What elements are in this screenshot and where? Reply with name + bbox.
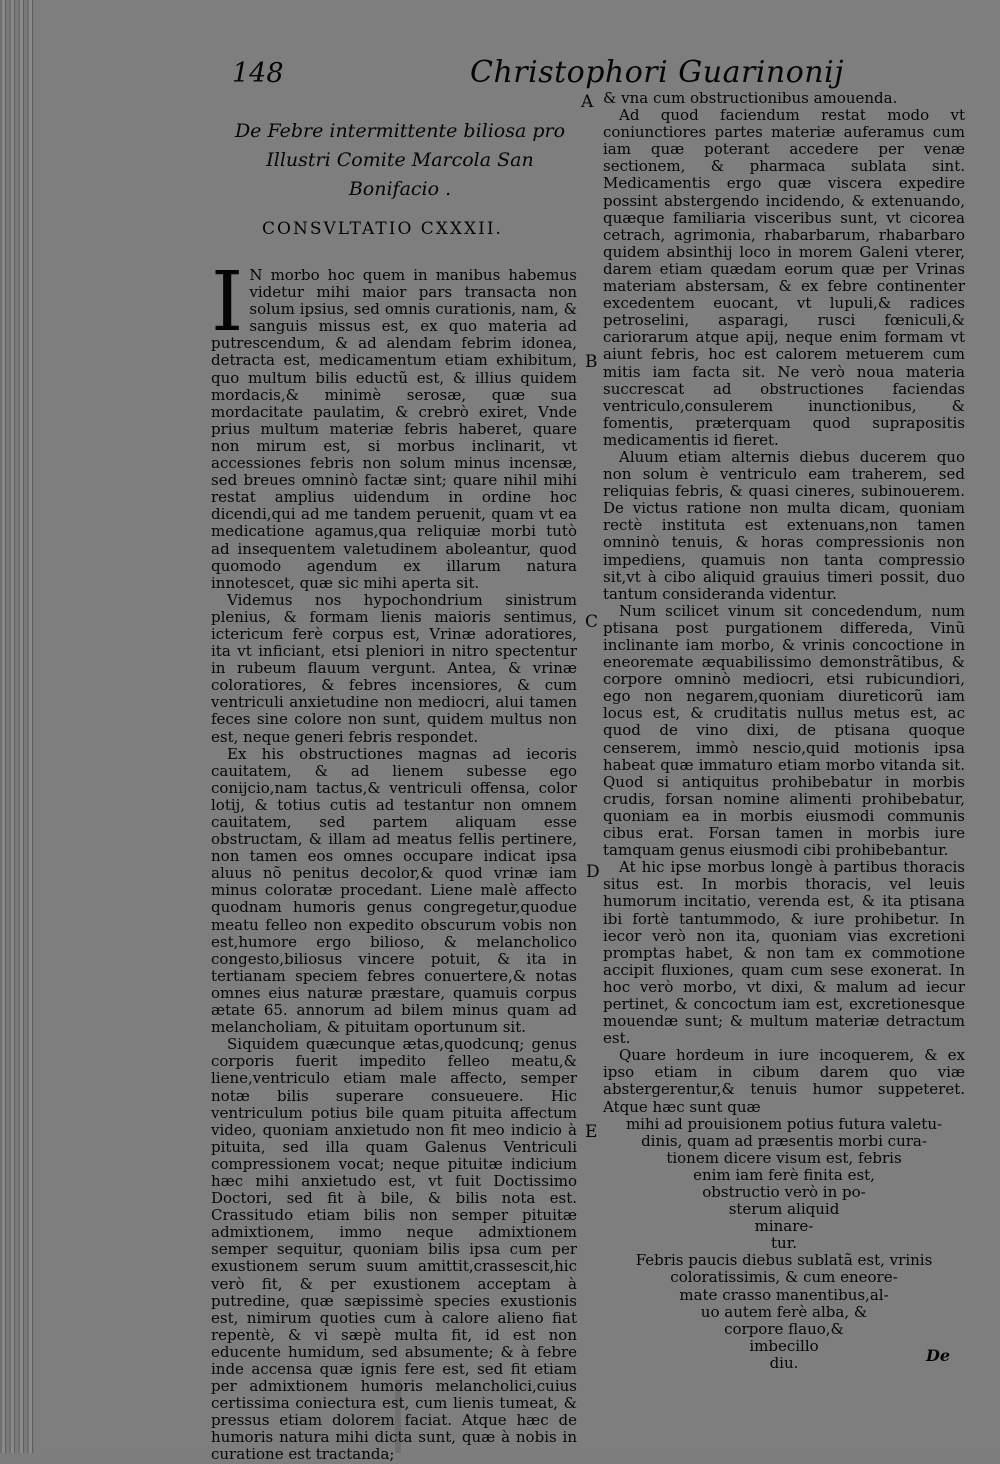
tapered-line: Febris paucis diebus sublatã est, vrinis — [635, 1251, 933, 1270]
paragraph-text: N morbo hoc quem in manibus habemus videtur mihi maior pars transacta non solum ipsius, sed omnis curationis, nam, & sanguis missus est, ex quo materia ad putrescendum, & ad alendam febrim idonea, detracta est, medicamentum etiam exhibitum, quo multum bilis eductũ est, & illius quidem mordacis,& minimè serosæ, quæ sua mordacitate paulatim, & crebrò exiret, Vnde prius multum materiæ febris haberet, quare non mirum est, si morbus inclinarit, vt accessiones febris non solum minus incensæ, sed breues omninò factæ sint; quare nihil mihi restat amplius uidendum in ordine hoc dicendi,qui ad me tandem peruenit, quam vt ea medicatione agamus,qua reliquiæ morbi tutò ad insequentem valetudinem aboleantur, quod quomodo agendum ex illarum natura innotescet, quæ sic mihi aperta sit. — [211, 266, 577, 592]
tapered-line: minare- — [754, 1217, 814, 1236]
tapered-line: mate crasso manentibus,al- — [679, 1285, 889, 1304]
paragraph: At hic ipse morbus longè à partibus thoracis situs est. In morbis thoracis, vel leuis humorum incitatio, verenda est, & ita ptisana ibi fortè tantummodo, & iure prohibetur. In iecor verò non ita, quoniam vias excretioni promptas habet, & non tam ex commotione accipit fluxiones, quam cum sese exonerat. In hoc verò morbo, vt dixi, & malum ad iecur pertinet, & concoctum iam est, excretionesque mouendæ sunt; & multum materiæ detractum est. — [603, 858, 965, 1048]
tapered-line: tionem dicere visum est, febris — [666, 1148, 902, 1167]
margin-marker-b: B — [585, 352, 598, 372]
paragraph: Ex his obstructiones magnas ad iecoris cauitatem, & ad lienem subesse ego conijcio,nam tactus,& ventriculi offensa, color lotij, & totius cutis ad testantur non omnem cauitatem, sed partem aliquam esse obstructam, & illam ad meatus fellis pertinere, non tamen eos omnes occupare indicat ipsa aluus nõ penitus decolor,& quod vrinæ iam minus coloratæ procedant. Liene malè affecto quodnam humoris genus congregetur,quodue meatu felleo non expedito obscurum vobis non est,humore ergo bilioso, & melancholico congesto,biliosus vincere potuit, & ita in tertianam speciem febres conuertere,& notas omnes eius naturæ præstare, quamuis corpus ætate 65. annorum ad bilem minus quam ad melancholiam, & pituitam oportunum sit. — [211, 744, 577, 1037]
tapered-line: dinis, quam ad præsentis morbi cura- — [641, 1131, 927, 1150]
paragraph: Num scilicet vinum sit concedendum, num ptisana post purgationem differeda, Vinũ inclinante iam morbo, & vrinis concoctione in eneoremate æquabilissimo demonstrãtibus, & corpore omninò mediocri, etsi rubicundiori, ego non negarem,quoniam diureticorũ iam locus est, & cruditatis nullus metus est, ac quod de vino dixi, de ptisana quoque censerem, immò nescio,quid motionis ipsa habeat quæ immaturo etiam morbo vitanda sit. Quod si antiquitus prohibebatur in morbis crudis, forsan nomine alimenti prohibebatur, quoniam ea in morbis eiusmodi communis cibus erat. Forsan tamen in morbis iure tamquam genus eiusmodi cibi prohibebantur. — [603, 601, 965, 860]
tapered-line: mihi ad prouisionem potius futura valetu- — [625, 1114, 943, 1133]
tapered-line: diu. — [769, 1353, 799, 1372]
paragraph — [211, 255, 577, 592]
catchword: De — [926, 1346, 951, 1365]
tapered-line: coloratissimis, & cum eneore- — [670, 1268, 898, 1287]
tapered-line: imbecillo — [749, 1336, 819, 1355]
running-head: Christophori Guarinonij — [470, 55, 844, 90]
paragraph: & vna cum obstructionibus amouenda. — [603, 89, 898, 107]
page-number: 148 — [232, 58, 284, 89]
tapered-line: obstructio verò in po- — [702, 1183, 866, 1201]
binding-gutter — [0, 0, 34, 1453]
paragraph: Siquidem quæcunque ætas,quodcunq; genus corporis fuerit impedito felleo meatu,& liene,ventriculo etiam male affecto, semper notæ bilis superare consueuere. Hic ventriculum potius bile quam pituita affectum video, quoniam anxietudo non fit meo indicio à pituita, sed illa quam Galenus Ventriculi compressionem vocat; neque pituitæ indicium hæc mihi anxietudo est, vt fuit Doctissimo Doctori, sed fit à bile, & bilis nota est. Crassitudo etiam bilis non semper pituitæ admixtionem, immo neque admixtionem semper sequitur, quoniam bilis ipsa cum per exustionem serum suum amittit,crassescit,hic verò fit, & per exustionem acceptam à putredine, quæ sæpissimè species exustionis est, nimirum quoties cum à calore alieno fiat repentè, & vi sæpè multa fit, id est non educente humidum, sed absumente; & à febre inde accensa quæ ignis fere est, sed fit etiam per admixtionem humoris melancholici,cuius certissima coniectura est, cum lienis tumeat, & pressus etiam dolorem faciat. Atque hæc de humoris natura mihi dicta sunt, quæ à nobis in curatione est tractanda; — [211, 1035, 577, 1464]
tapered-line: enim iam ferè finita est, — [693, 1165, 875, 1184]
consultation-heading: CONSVLTATIO CXXXII. — [262, 219, 503, 239]
consultation-title — [210, 117, 590, 204]
paragraph: Quare hordeum in iure incoquerem, & ex ipso etiam in cibum darem quo viæ abstergerentur,& tenuis humor suppeteret. Atque hæc sunt quæ — [603, 1046, 965, 1116]
tapered-line: uo autem ferè alba, & — [700, 1302, 868, 1321]
tapered-line: sterum aliquid — [728, 1200, 840, 1219]
right-column — [603, 90, 965, 1372]
paragraph: Aluum etiam alternis diebus ducerem quo non solum è ventriculo eam traherem, sed reliquias febris, & quasi cineres, subinouerem. De victus ratione non multa dicam, quoniam rectè instituta est extenuans,non tamen omninò tenuis, & horas compressionis non impediens, quamuis non tanta compressio sit,vt à cibo aliquid grauius timeri possit, duo tantum consideranda videntur. — [603, 447, 965, 603]
drop-cap: I — [211, 255, 244, 350]
tapered-line: tur. — [771, 1234, 797, 1253]
title-line: Bonifacio . — [348, 178, 452, 200]
margin-marker-e: E — [585, 1122, 598, 1142]
tapered-line: corpore flauo,& — [724, 1319, 844, 1338]
margin-marker-c: C — [585, 612, 599, 632]
title-line: De Febre intermittente biliosa pro — [234, 120, 566, 142]
margin-marker-a: A — [581, 92, 594, 112]
paragraph: Videmus nos hypochondrium sinistrum plenius, & formam lienis maioris sentimus, ictericum ferè corpus est, Vrinæ adoratiores, ita vt inficiant, etsi pleniori in nitro spectentur in rubeum flauum vergunt. Antea, & vrinæ coloratiores, & febres incensiores, & cum ventriculi anxietudine non mediocri, alui tamen feces sine colore non sunt, quidem multus non est, neque generi febris respondet. — [211, 590, 577, 746]
tapered-block — [603, 1116, 965, 1253]
left-column — [211, 255, 577, 1464]
paragraph: Ad quod faciendum restat modo vt coniunctiores partes materiæ auferamus cum iam quæ poterant accedere per venæ sectionem, & pharmaca sublata sint. Medicamentis ergo quæ viscera expedire possint abstergendo incidendo, & extenuando, quæque familiaria visceribus sunt, vt cicorea cetrach, agrimonia, rhabarbarum, rhabarbaro quidem absinthij loco in morem Galeni vterer, darem etiam quædam eorum quæ per Vrinas materiam abstersam, & ex febre continenter excedentem euocant, vt lupuli,& radices petroselini, asparagi, rusci fœniculi,& cariorarum atque apij, neque enim formam vt aiunt febris, hoc est calorem metuerem cum mitis iam facta sit. Ne verò noua materia succrescat ad obstructiones faciendas ventriculo,consulerem inunctionibus, & fomentis, præterquam quod suprapositis medicamentis id fieret. — [603, 106, 965, 449]
tapered-block — [603, 1252, 965, 1372]
margin-marker-d: D — [586, 862, 600, 882]
title-line: Illustri Comite Marcola San — [266, 149, 534, 171]
